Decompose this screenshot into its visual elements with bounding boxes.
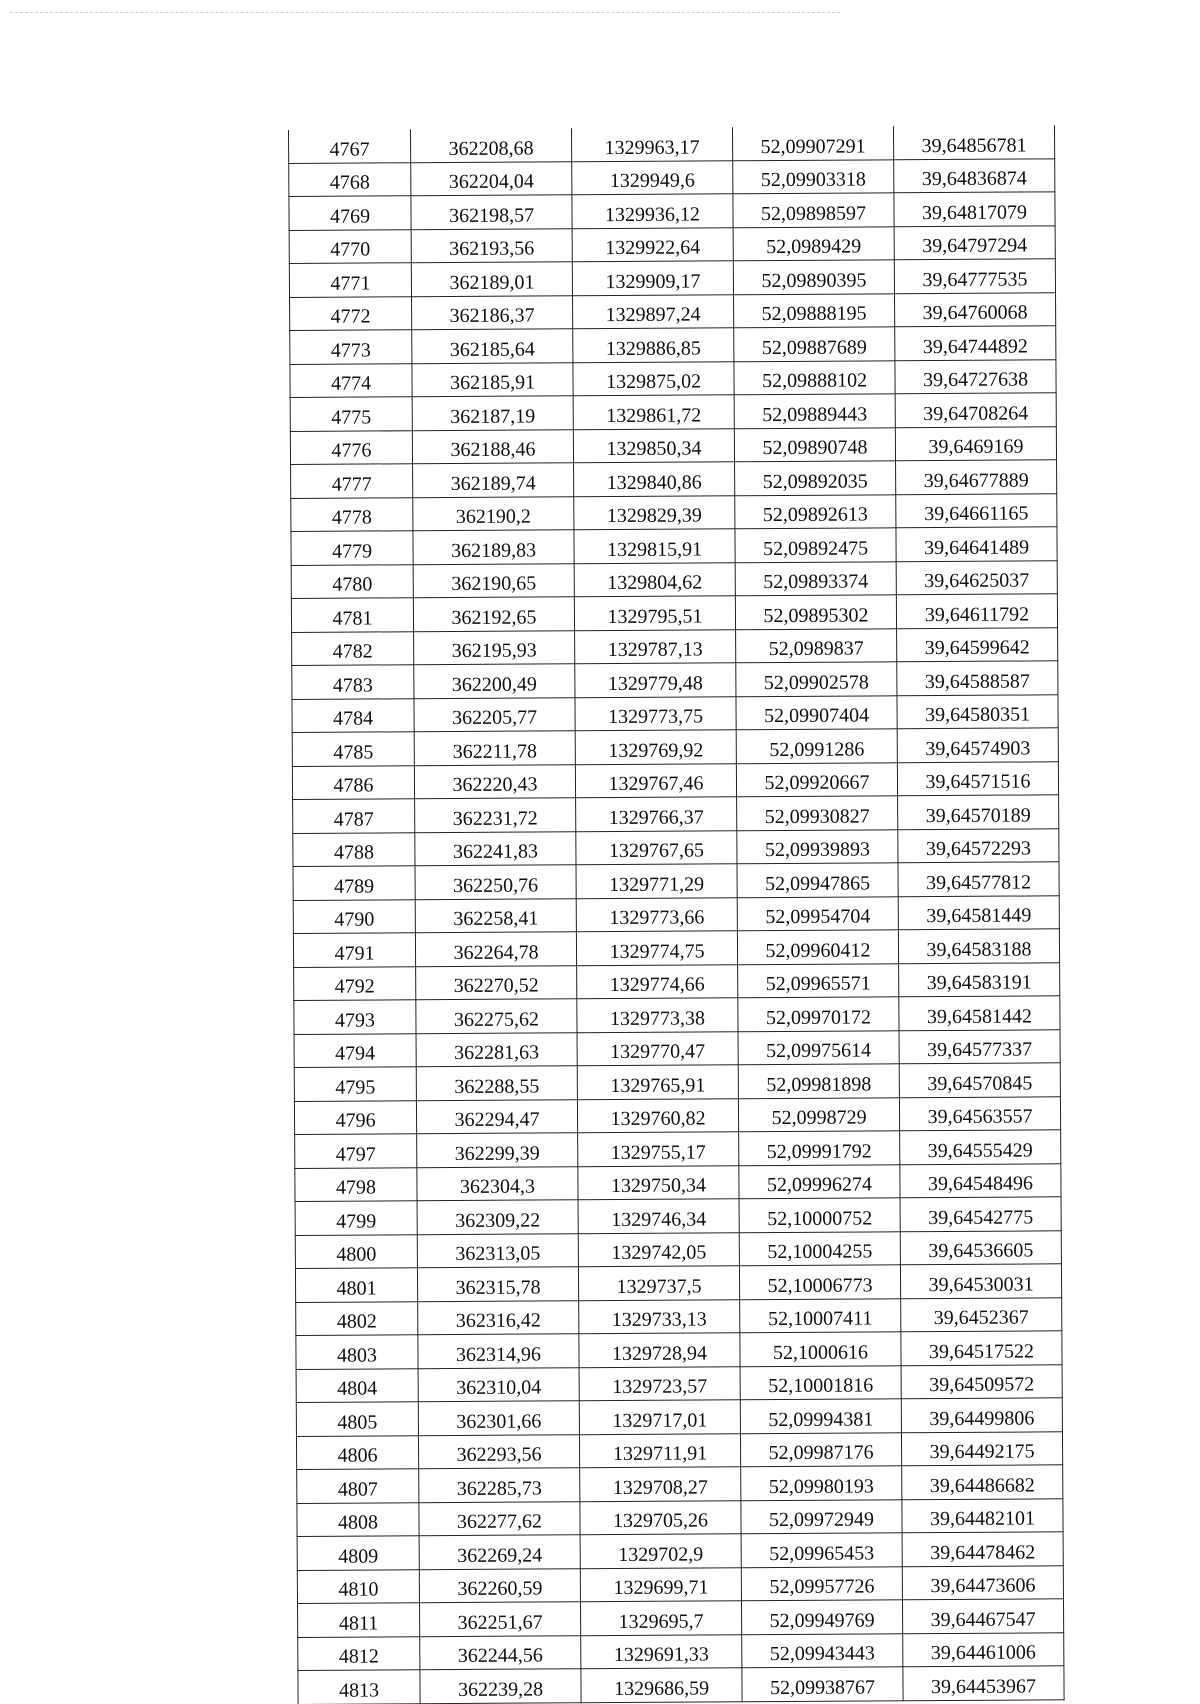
longitude-cell: 39,64570189 <box>898 795 1059 829</box>
table-row <box>293 895 1059 933</box>
latitude-cell: 52,09947865 <box>737 863 898 897</box>
point-number-cell: 4769 <box>289 196 411 230</box>
longitude-cell: 39,64499806 <box>901 1398 1062 1432</box>
x-coordinate-cell: 362294,47 <box>416 1099 577 1133</box>
point-number-cell: 4784 <box>292 698 414 732</box>
longitude-cell: 39,64473606 <box>902 1565 1063 1599</box>
table-row <box>291 460 1057 498</box>
latitude-cell: 52,1000616 <box>740 1332 901 1366</box>
table-row <box>290 359 1056 397</box>
point-number-cell: 4777 <box>291 464 413 498</box>
x-coordinate-cell: 362231,72 <box>415 798 576 832</box>
longitude-cell: 39,64677889 <box>896 460 1057 494</box>
point-number-cell: 4774 <box>290 363 412 397</box>
latitude-cell: 52,09888195 <box>734 293 895 327</box>
y-coordinate-cell: 1329949,6 <box>572 160 733 194</box>
x-coordinate-cell: 362193,56 <box>411 228 572 262</box>
table-row <box>292 694 1058 732</box>
latitude-cell: 52,0998729 <box>738 1097 899 1131</box>
table-row <box>293 795 1059 833</box>
table-row <box>289 225 1055 263</box>
longitude-cell: 39,64461006 <box>903 1632 1064 1666</box>
latitude-cell: 52,09939893 <box>737 829 898 863</box>
point-number-cell: 4781 <box>291 598 413 632</box>
longitude-cell: 39,6452367 <box>901 1297 1062 1331</box>
table-row <box>291 527 1057 565</box>
x-coordinate-cell: 362198,57 <box>411 195 572 229</box>
latitude-cell: 52,09888102 <box>734 360 895 394</box>
x-coordinate-cell: 362204,04 <box>411 161 572 195</box>
point-number-cell: 4801 <box>295 1268 417 1302</box>
y-coordinate-cell: 1329717,01 <box>579 1400 740 1434</box>
longitude-cell: 39,64727638 <box>895 359 1056 393</box>
y-coordinate-cell: 1329765,91 <box>577 1065 738 1099</box>
x-coordinate-cell: 362315,78 <box>417 1267 578 1301</box>
longitude-cell: 39,6469169 <box>895 426 1056 460</box>
longitude-cell: 39,64797294 <box>894 225 1055 259</box>
point-number-cell: 4800 <box>295 1234 417 1268</box>
table-row <box>296 1431 1062 1469</box>
latitude-cell: 52,09892475 <box>735 528 896 562</box>
y-coordinate-cell: 1329691,33 <box>581 1634 742 1668</box>
longitude-cell: 39,64583191 <box>899 962 1060 996</box>
x-coordinate-cell: 362189,83 <box>413 530 574 564</box>
longitude-cell: 39,64581442 <box>899 996 1060 1030</box>
y-coordinate-cell: 1329708,27 <box>580 1467 741 1501</box>
x-coordinate-cell: 362211,78 <box>414 731 575 765</box>
latitude-cell: 52,0989429 <box>733 226 894 260</box>
x-coordinate-cell: 362241,83 <box>415 831 576 865</box>
table-row <box>294 996 1060 1034</box>
y-coordinate-cell: 1329728,94 <box>579 1333 740 1367</box>
point-number-cell: 4809 <box>297 1536 419 1570</box>
x-coordinate-cell: 362251,67 <box>419 1602 580 1636</box>
table-row <box>297 1498 1063 1536</box>
table-row <box>291 493 1057 531</box>
point-number-cell: 4807 <box>297 1469 419 1503</box>
longitude-cell: 39,64581449 <box>898 895 1059 929</box>
y-coordinate-cell: 1329769,92 <box>575 730 736 764</box>
longitude-cell: 39,64572293 <box>898 828 1059 862</box>
longitude-cell: 39,64580351 <box>897 694 1058 728</box>
table-row <box>291 594 1057 632</box>
x-coordinate-cell: 362185,64 <box>412 329 573 363</box>
latitude-cell: 52,10001816 <box>740 1365 901 1399</box>
latitude-cell: 52,10006773 <box>739 1265 900 1299</box>
point-number-cell: 4797 <box>295 1134 417 1168</box>
point-number-cell: 4783 <box>292 665 414 699</box>
latitude-cell: 52,09892613 <box>735 494 896 528</box>
x-coordinate-cell: 362239,28 <box>420 1669 581 1703</box>
x-coordinate-cell: 362186,37 <box>412 295 573 329</box>
longitude-cell: 39,64486682 <box>902 1465 1063 1499</box>
table-row <box>295 1197 1061 1235</box>
latitude-cell: 52,09957726 <box>741 1566 902 1600</box>
longitude-cell: 39,64509572 <box>901 1364 1062 1398</box>
table-row <box>290 393 1056 431</box>
latitude-cell: 52,09889443 <box>734 394 895 428</box>
table-row <box>289 125 1055 163</box>
y-coordinate-cell: 1329787,13 <box>575 629 736 663</box>
x-coordinate-cell: 362205,77 <box>414 697 575 731</box>
longitude-cell: 39,64482101 <box>902 1498 1063 1532</box>
x-coordinate-cell: 362258,41 <box>415 898 576 932</box>
x-coordinate-cell: 362187,19 <box>412 396 573 430</box>
x-coordinate-cell: 362220,43 <box>414 764 575 798</box>
x-coordinate-cell: 362189,74 <box>413 463 574 497</box>
point-number-cell: 4794 <box>294 1033 416 1067</box>
table-row <box>296 1297 1062 1335</box>
coordinate-table <box>288 125 1065 1704</box>
x-coordinate-cell: 362195,93 <box>414 630 575 664</box>
y-coordinate-cell: 1329699,71 <box>580 1567 741 1601</box>
x-coordinate-cell: 362269,24 <box>419 1535 580 1569</box>
y-coordinate-cell: 1329767,65 <box>576 830 737 864</box>
y-coordinate-cell: 1329886,85 <box>573 328 734 362</box>
longitude-cell: 39,64641489 <box>896 527 1057 561</box>
point-number-cell: 4803 <box>296 1335 418 1369</box>
y-coordinate-cell: 1329686,59 <box>581 1668 742 1702</box>
longitude-cell: 39,64661165 <box>896 493 1057 527</box>
table-row <box>293 862 1059 900</box>
x-coordinate-cell: 362185,91 <box>412 362 573 396</box>
longitude-cell: 39,64583188 <box>898 929 1059 963</box>
x-coordinate-cell: 362304,3 <box>417 1166 578 1200</box>
x-coordinate-cell: 362260,59 <box>419 1568 580 1602</box>
point-number-cell: 4782 <box>292 631 414 665</box>
latitude-cell: 52,0991286 <box>736 729 897 763</box>
longitude-cell: 39,64570845 <box>899 1063 1060 1097</box>
point-number-cell: 4805 <box>296 1402 418 1436</box>
longitude-cell: 39,64453967 <box>903 1666 1064 1700</box>
latitude-cell: 52,09970172 <box>738 997 899 1031</box>
y-coordinate-cell: 1329770,47 <box>577 1031 738 1065</box>
latitude-cell: 52,09920667 <box>736 762 897 796</box>
latitude-cell: 52,09965571 <box>738 963 899 997</box>
x-coordinate-cell: 362301,66 <box>418 1401 579 1435</box>
point-number-cell: 4786 <box>292 765 414 799</box>
y-coordinate-cell: 1329963,17 <box>571 127 732 161</box>
table-row <box>294 1029 1060 1067</box>
y-coordinate-cell: 1329705,26 <box>580 1500 741 1534</box>
latitude-cell: 52,09987176 <box>740 1432 901 1466</box>
point-number-cell: 4770 <box>289 229 411 263</box>
table-row <box>297 1532 1063 1570</box>
point-number-cell: 4806 <box>296 1435 418 1469</box>
latitude-cell: 52,09887689 <box>734 327 895 361</box>
latitude-cell: 52,09949769 <box>741 1600 902 1634</box>
y-coordinate-cell: 1329909,17 <box>572 261 733 295</box>
y-coordinate-cell: 1329840,86 <box>574 462 735 496</box>
longitude-cell: 39,64555429 <box>900 1130 1061 1164</box>
point-number-cell: 4787 <box>293 799 415 833</box>
y-coordinate-cell: 1329795,51 <box>574 596 735 630</box>
table-row <box>296 1364 1062 1402</box>
longitude-cell: 39,64836874 <box>894 158 1055 192</box>
table-row <box>298 1632 1064 1670</box>
latitude-cell: 52,09943443 <box>742 1633 903 1667</box>
x-coordinate-cell: 362293,56 <box>418 1434 579 1468</box>
table-row <box>297 1465 1063 1503</box>
table-row <box>293 828 1059 866</box>
table-row <box>292 761 1058 799</box>
table-row <box>292 661 1058 699</box>
x-coordinate-cell: 362285,73 <box>419 1468 580 1502</box>
x-coordinate-cell: 362275,62 <box>416 999 577 1033</box>
y-coordinate-cell: 1329723,57 <box>579 1366 740 1400</box>
point-number-cell: 4808 <box>297 1502 419 1536</box>
latitude-cell: 52,09893374 <box>735 561 896 595</box>
longitude-cell: 39,64856781 <box>893 125 1054 159</box>
point-number-cell: 4810 <box>297 1569 419 1603</box>
table-row <box>298 1666 1064 1704</box>
latitude-cell: 52,09890748 <box>734 427 895 461</box>
point-number-cell: 4789 <box>293 866 415 900</box>
table-row <box>298 1599 1064 1637</box>
x-coordinate-cell: 362200,49 <box>414 664 575 698</box>
latitude-cell: 52,09938767 <box>742 1667 903 1701</box>
y-coordinate-cell: 1329829,39 <box>574 495 735 529</box>
x-coordinate-cell: 362316,42 <box>418 1300 579 1334</box>
table-row <box>290 426 1056 464</box>
table-row <box>290 292 1056 330</box>
y-coordinate-cell: 1329773,75 <box>575 696 736 730</box>
latitude-cell: 52,09975614 <box>738 1030 899 1064</box>
y-coordinate-cell: 1329804,62 <box>574 562 735 596</box>
point-number-cell: 4811 <box>298 1603 420 1637</box>
longitude-cell: 39,64777535 <box>894 259 1055 293</box>
y-coordinate-cell: 1329695,7 <box>580 1601 741 1635</box>
point-number-cell: 4768 <box>289 162 411 196</box>
latitude-cell: 52,09960412 <box>737 930 898 964</box>
x-coordinate-cell: 362188,46 <box>412 429 573 463</box>
point-number-cell: 4804 <box>296 1368 418 1402</box>
point-number-cell: 4802 <box>296 1301 418 1335</box>
longitude-cell: 39,64611792 <box>896 594 1057 628</box>
y-coordinate-cell: 1329773,66 <box>576 897 737 931</box>
table-row <box>295 1230 1061 1268</box>
table-row <box>295 1264 1061 1302</box>
longitude-cell: 39,64817079 <box>894 192 1055 226</box>
table-row <box>294 1096 1060 1134</box>
x-coordinate-cell: 362192,65 <box>413 597 574 631</box>
scan-artifact-line <box>10 12 840 13</box>
table-row <box>290 326 1056 364</box>
latitude-cell: 52,09903318 <box>733 159 894 193</box>
point-number-cell: 4813 <box>298 1670 420 1704</box>
latitude-cell: 52,09965453 <box>741 1533 902 1567</box>
y-coordinate-cell: 1329755,17 <box>578 1132 739 1166</box>
point-number-cell: 4788 <box>293 832 415 866</box>
point-number-cell: 4792 <box>294 966 416 1000</box>
x-coordinate-cell: 362310,04 <box>418 1367 579 1401</box>
point-number-cell: 4767 <box>289 129 411 163</box>
point-number-cell: 4776 <box>290 430 412 464</box>
point-number-cell: 4798 <box>295 1167 417 1201</box>
longitude-cell: 39,64530031 <box>900 1264 1061 1298</box>
latitude-cell: 52,10004255 <box>739 1231 900 1265</box>
x-coordinate-cell: 362299,39 <box>417 1133 578 1167</box>
y-coordinate-cell: 1329702,9 <box>580 1534 741 1568</box>
x-coordinate-cell: 362264,78 <box>415 932 576 966</box>
latitude-cell: 52,09980193 <box>741 1466 902 1500</box>
point-number-cell: 4799 <box>295 1201 417 1235</box>
x-coordinate-cell: 362281,63 <box>416 1032 577 1066</box>
latitude-cell: 52,09895302 <box>735 595 896 629</box>
table-row <box>295 1163 1061 1201</box>
y-coordinate-cell: 1329779,48 <box>575 663 736 697</box>
point-number-cell: 4790 <box>293 899 415 933</box>
y-coordinate-cell: 1329897,24 <box>573 294 734 328</box>
x-coordinate-cell: 362190,65 <box>413 563 574 597</box>
longitude-cell: 39,64542775 <box>900 1197 1061 1231</box>
point-number-cell: 4780 <box>291 564 413 598</box>
y-coordinate-cell: 1329850,34 <box>573 428 734 462</box>
longitude-cell: 39,64588587 <box>897 661 1058 695</box>
point-number-cell: 4773 <box>290 330 412 364</box>
point-number-cell: 4796 <box>294 1100 416 1134</box>
point-number-cell: 4793 <box>294 1000 416 1034</box>
point-number-cell: 4785 <box>292 732 414 766</box>
table-row <box>289 192 1055 230</box>
latitude-cell: 52,09898597 <box>733 193 894 227</box>
latitude-cell: 52,09907291 <box>732 126 893 160</box>
y-coordinate-cell: 1329815,91 <box>574 529 735 563</box>
longitude-cell: 39,64517522 <box>901 1331 1062 1365</box>
latitude-cell: 52,09991792 <box>739 1131 900 1165</box>
x-coordinate-cell: 362270,52 <box>416 965 577 999</box>
table-row <box>295 1130 1061 1168</box>
y-coordinate-cell: 1329773,38 <box>577 998 738 1032</box>
x-coordinate-cell: 362313,05 <box>417 1233 578 1267</box>
x-coordinate-cell: 362208,68 <box>410 128 571 162</box>
table-body <box>289 125 1065 1704</box>
point-number-cell: 4778 <box>291 497 413 531</box>
y-coordinate-cell: 1329733,13 <box>579 1299 740 1333</box>
y-coordinate-cell: 1329742,05 <box>578 1232 739 1266</box>
longitude-cell: 39,64625037 <box>896 560 1057 594</box>
latitude-cell: 52,09907404 <box>736 695 897 729</box>
longitude-cell: 39,64571516 <box>897 761 1058 795</box>
latitude-cell: 52,10007411 <box>740 1298 901 1332</box>
latitude-cell: 52,0989837 <box>736 628 897 662</box>
point-number-cell: 4791 <box>293 933 415 967</box>
longitude-cell: 39,64467547 <box>902 1599 1063 1633</box>
longitude-cell: 39,64536605 <box>900 1230 1061 1264</box>
point-number-cell: 4775 <box>290 397 412 431</box>
y-coordinate-cell: 1329774,66 <box>577 964 738 998</box>
table-row <box>294 962 1060 1000</box>
y-coordinate-cell: 1329766,37 <box>576 797 737 831</box>
table-row <box>296 1331 1062 1369</box>
latitude-cell: 52,09930827 <box>737 796 898 830</box>
y-coordinate-cell: 1329760,82 <box>577 1098 738 1132</box>
x-coordinate-cell: 362288,55 <box>416 1066 577 1100</box>
x-coordinate-cell: 362244,56 <box>420 1635 581 1669</box>
y-coordinate-cell: 1329737,5 <box>578 1266 739 1300</box>
y-coordinate-cell: 1329861,72 <box>573 395 734 429</box>
table-row <box>292 627 1058 665</box>
longitude-cell: 39,64577337 <box>899 1029 1060 1063</box>
point-number-cell: 4795 <box>294 1067 416 1101</box>
x-coordinate-cell: 362309,22 <box>417 1200 578 1234</box>
longitude-cell: 39,64478462 <box>902 1532 1063 1566</box>
longitude-cell: 39,64760068 <box>895 292 1056 326</box>
latitude-cell: 52,09981898 <box>738 1064 899 1098</box>
latitude-cell: 52,09994381 <box>740 1399 901 1433</box>
latitude-cell: 52,09890395 <box>733 260 894 294</box>
y-coordinate-cell: 1329746,34 <box>578 1199 739 1233</box>
longitude-cell: 39,64563557 <box>899 1096 1060 1130</box>
x-coordinate-cell: 362190,2 <box>413 496 574 530</box>
x-coordinate-cell: 362189,01 <box>411 262 572 296</box>
longitude-cell: 39,64574903 <box>897 728 1058 762</box>
y-coordinate-cell: 1329875,02 <box>573 361 734 395</box>
table-row <box>289 259 1055 297</box>
x-coordinate-cell: 362250,76 <box>415 865 576 899</box>
table-row <box>293 929 1059 967</box>
y-coordinate-cell: 1329767,46 <box>575 763 736 797</box>
table-row <box>289 158 1055 196</box>
table-row <box>292 728 1058 766</box>
y-coordinate-cell: 1329711,91 <box>579 1433 740 1467</box>
x-coordinate-cell: 362314,96 <box>418 1334 579 1368</box>
longitude-cell: 39,64492175 <box>901 1431 1062 1465</box>
table-row <box>291 560 1057 598</box>
table-row <box>294 1063 1060 1101</box>
y-coordinate-cell: 1329750,34 <box>578 1165 739 1199</box>
point-number-cell: 4772 <box>290 296 412 330</box>
y-coordinate-cell: 1329922,64 <box>572 227 733 261</box>
x-coordinate-cell: 362277,62 <box>419 1501 580 1535</box>
longitude-cell: 39,64548496 <box>900 1163 1061 1197</box>
latitude-cell: 52,09902578 <box>736 662 897 696</box>
longitude-cell: 39,64577812 <box>898 862 1059 896</box>
table-row <box>296 1398 1062 1436</box>
table-row <box>297 1565 1063 1603</box>
y-coordinate-cell: 1329774,75 <box>576 931 737 965</box>
latitude-cell: 52,09892035 <box>735 461 896 495</box>
point-number-cell: 4779 <box>291 531 413 565</box>
latitude-cell: 52,09972949 <box>741 1499 902 1533</box>
longitude-cell: 39,64599642 <box>897 627 1058 661</box>
longitude-cell: 39,64744892 <box>895 326 1056 360</box>
latitude-cell: 52,09954704 <box>737 896 898 930</box>
y-coordinate-cell: 1329771,29 <box>576 864 737 898</box>
latitude-cell: 52,09996274 <box>739 1164 900 1198</box>
point-number-cell: 4812 <box>298 1636 420 1670</box>
longitude-cell: 39,64708264 <box>895 393 1056 427</box>
latitude-cell: 52,10000752 <box>739 1198 900 1232</box>
y-coordinate-cell: 1329936,12 <box>572 194 733 228</box>
point-number-cell: 4771 <box>289 263 411 297</box>
